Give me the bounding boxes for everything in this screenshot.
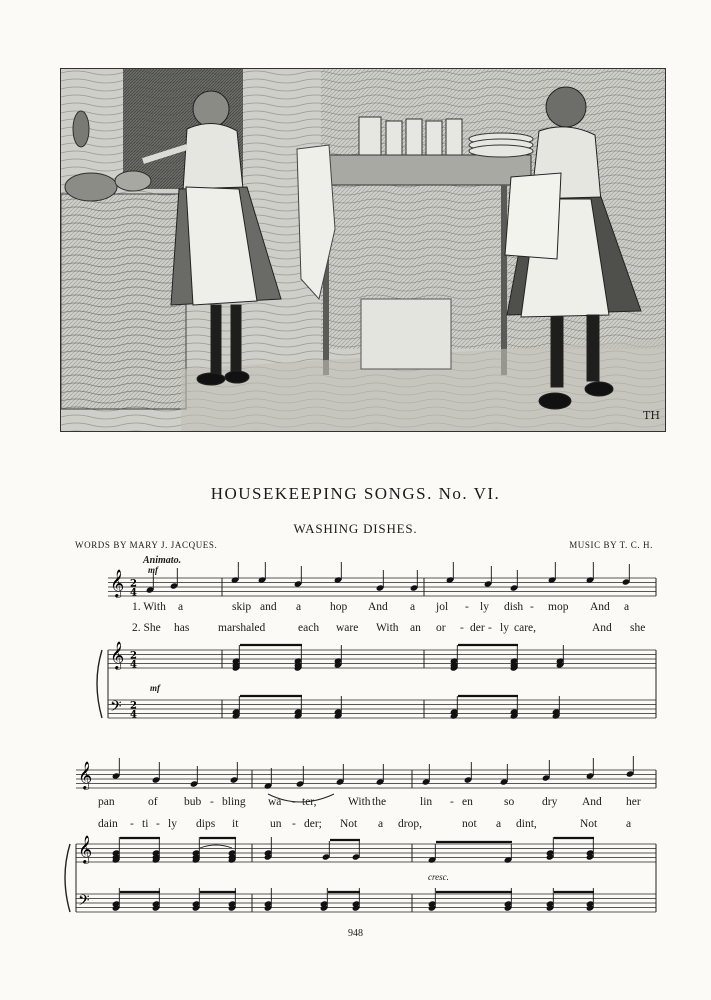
treble-clef-icon: 𝄞 xyxy=(78,761,93,789)
lyric-syllable: bling xyxy=(222,796,246,808)
crescendo-marking: cresc. xyxy=(428,872,449,882)
time-sig-top: 2 xyxy=(130,578,137,590)
lyric-syllable: of xyxy=(148,796,158,808)
notehead xyxy=(546,900,555,907)
lyric-syllable: a xyxy=(624,601,630,613)
notehead xyxy=(626,770,635,777)
tie xyxy=(200,845,232,848)
notehead xyxy=(428,904,437,911)
notehead xyxy=(504,856,513,863)
lyric-syllable: With xyxy=(376,622,399,634)
notehead xyxy=(450,664,459,671)
notehead xyxy=(228,849,237,856)
notehead xyxy=(586,772,595,779)
lyric-syllable: it xyxy=(232,818,239,830)
lyric-syllable: ly xyxy=(500,622,509,634)
notehead xyxy=(152,856,161,863)
notehead xyxy=(264,782,273,789)
lyric-syllable: And xyxy=(590,601,610,613)
lyric-syllable: the xyxy=(372,796,387,808)
notehead xyxy=(510,708,519,715)
notehead xyxy=(450,708,459,715)
notehead xyxy=(192,849,201,856)
notehead xyxy=(192,856,201,863)
notehead xyxy=(334,657,343,664)
lyric-syllable: each xyxy=(298,622,320,634)
lyric-syllable: a xyxy=(178,601,184,613)
notehead xyxy=(112,772,121,779)
notehead xyxy=(264,853,273,860)
notehead xyxy=(334,661,343,668)
bass-clef-icon: 𝄢 xyxy=(78,892,90,913)
notehead xyxy=(152,904,161,911)
lyric-syllable: mop xyxy=(548,601,569,613)
song-title: WASHING DISHES. xyxy=(293,521,418,536)
notehead xyxy=(192,853,201,860)
lyric-syllable: dain xyxy=(98,818,118,830)
lyric-syllable: - xyxy=(292,818,296,830)
lyric-syllable: skip xyxy=(232,601,252,613)
lyric-syllable: der xyxy=(470,622,485,634)
notehead xyxy=(546,853,555,860)
lyric-syllable: 1. With xyxy=(132,601,166,613)
notehead xyxy=(410,584,419,591)
notehead xyxy=(586,853,595,860)
notehead xyxy=(336,778,345,785)
lyric-syllable: 2. She xyxy=(132,622,161,634)
notehead xyxy=(352,900,361,907)
lyric-syllable: - xyxy=(450,796,454,808)
notehead xyxy=(548,576,557,583)
lyric-syllable: or xyxy=(436,622,446,634)
notehead xyxy=(112,853,121,860)
piano-brace xyxy=(65,844,70,912)
lyric-syllable: dips xyxy=(196,818,216,830)
lyric-syllable: der; xyxy=(304,818,322,830)
notehead xyxy=(112,900,121,907)
notehead xyxy=(152,900,161,907)
notehead xyxy=(228,856,237,863)
notehead xyxy=(320,904,329,911)
piano-brace xyxy=(97,650,102,718)
notehead xyxy=(552,708,561,715)
notehead xyxy=(322,853,331,860)
notehead xyxy=(152,849,161,856)
bass-clef-icon: 𝄢 xyxy=(110,698,122,719)
lyric-syllable: she xyxy=(630,622,646,634)
lyric-syllable: - xyxy=(460,622,464,634)
notehead xyxy=(334,576,343,583)
notehead xyxy=(294,664,303,671)
notehead xyxy=(622,578,631,585)
time-sig-bottom: 4 xyxy=(130,709,137,721)
side-table xyxy=(301,155,531,185)
notehead xyxy=(422,778,431,785)
lyric-syllable: ware xyxy=(336,622,359,634)
lyric-syllable: With xyxy=(348,796,371,808)
notehead xyxy=(556,657,565,664)
notehead xyxy=(542,774,551,781)
notehead xyxy=(232,712,241,719)
lyric-syllable: - xyxy=(292,796,296,808)
notehead xyxy=(296,780,305,787)
lyric-syllable: drop, xyxy=(398,818,422,830)
notehead xyxy=(146,586,155,593)
lyric-syllable: - xyxy=(156,818,160,830)
notehead xyxy=(510,584,519,591)
notehead xyxy=(112,856,121,863)
notehead xyxy=(510,712,519,719)
notehead xyxy=(586,904,595,911)
lyric-syllable: ter, xyxy=(302,796,317,808)
lyric-syllable: hop xyxy=(330,601,348,613)
notehead xyxy=(586,849,595,856)
lyric-syllable: a xyxy=(626,818,632,830)
notehead xyxy=(230,776,239,783)
lyric-syllable: a xyxy=(496,818,502,830)
notehead xyxy=(152,853,161,860)
lyric-syllable: an xyxy=(410,622,421,634)
tempo-marking: Animato. xyxy=(143,555,182,566)
lyric-syllable: And xyxy=(592,622,612,634)
notehead xyxy=(500,778,509,785)
dynamic-voice: mf xyxy=(148,565,158,575)
lyric-syllable: wa xyxy=(268,796,282,808)
lyric-syllable: has xyxy=(174,622,190,634)
notehead xyxy=(446,576,455,583)
notehead xyxy=(294,657,303,664)
notehead xyxy=(320,900,329,907)
lyric-syllable: and xyxy=(260,601,277,613)
treble-clef-icon: 𝄞 xyxy=(110,641,125,669)
notehead xyxy=(586,576,595,583)
notehead xyxy=(504,904,513,911)
lyric-syllable: dry xyxy=(542,796,558,808)
music-credit: MUSIC BY T. C. H. xyxy=(569,540,653,550)
notehead xyxy=(112,849,121,856)
lyric-syllable: - xyxy=(130,818,134,830)
notehead xyxy=(232,661,241,668)
notehead xyxy=(231,576,240,583)
lyric-syllable: dish xyxy=(504,601,524,613)
notehead xyxy=(264,900,273,907)
notehead xyxy=(264,849,273,856)
notehead xyxy=(232,664,241,671)
lyric-syllable: ly xyxy=(480,601,489,613)
notehead xyxy=(586,900,595,907)
time-sig-top: 2 xyxy=(130,700,137,712)
notehead xyxy=(294,580,303,587)
notehead xyxy=(192,904,201,911)
notehead xyxy=(152,776,161,783)
lyric-syllable: Not xyxy=(340,818,358,830)
notehead xyxy=(546,849,555,856)
lyric-syllable: pan xyxy=(98,796,115,808)
lyric-syllable: - xyxy=(530,601,534,613)
notehead xyxy=(450,657,459,664)
notehead xyxy=(352,904,361,911)
notehead xyxy=(294,708,303,715)
notehead xyxy=(192,900,201,907)
notehead xyxy=(334,712,343,719)
lyric-syllable: en xyxy=(462,796,473,808)
notehead xyxy=(228,900,237,907)
lyric-syllable: jol xyxy=(436,601,449,613)
lyric-syllable: dint, xyxy=(516,818,537,830)
time-sig-bottom: 4 xyxy=(130,659,137,671)
time-sig-bottom: 4 xyxy=(130,587,137,599)
notehead xyxy=(450,661,459,668)
lyric-syllable: And xyxy=(368,601,388,613)
treble-clef-icon: 𝄞 xyxy=(110,569,125,597)
lyric-syllable: a xyxy=(296,601,302,613)
lyric-syllable: - xyxy=(488,622,492,634)
dynamic-piano: mf xyxy=(150,683,160,693)
notehead xyxy=(546,904,555,911)
notehead xyxy=(510,661,519,668)
lyric-syllable: Not xyxy=(580,818,598,830)
notehead xyxy=(112,904,121,911)
notehead xyxy=(294,712,303,719)
treble-clef-icon: 𝄞 xyxy=(78,835,93,863)
notehead xyxy=(428,900,437,907)
lyric-syllable: - xyxy=(210,796,214,808)
notehead xyxy=(228,853,237,860)
lyric-syllable: lin xyxy=(420,796,433,808)
notehead xyxy=(352,853,361,860)
notehead xyxy=(484,580,493,587)
notehead xyxy=(428,856,437,863)
notehead xyxy=(510,657,519,664)
time-sig-top: 2 xyxy=(130,650,137,662)
notehead xyxy=(170,582,179,589)
notehead xyxy=(258,576,267,583)
illustration-monogram: TH xyxy=(643,409,660,422)
notehead xyxy=(504,900,513,907)
lyric-syllable: - xyxy=(465,601,469,613)
lyric-syllable: marshaled xyxy=(218,622,266,634)
lyric-syllable: care, xyxy=(514,622,537,634)
notehead xyxy=(264,904,273,911)
lyric-syllable: so xyxy=(504,796,515,808)
lyric-syllable: un xyxy=(270,818,282,830)
notehead xyxy=(376,778,385,785)
lyric-syllable: bub xyxy=(184,796,202,808)
illustration-two-girls-washing-dishes xyxy=(60,68,666,432)
words-credit: WORDS BY MARY J. JACQUES. xyxy=(75,540,218,550)
lyric-syllable: a xyxy=(378,818,384,830)
notehead xyxy=(464,776,473,783)
lyric-syllable: not xyxy=(462,818,477,830)
notehead xyxy=(552,712,561,719)
lyric-syllable: And xyxy=(582,796,602,808)
lyric-syllable: a xyxy=(410,601,416,613)
notehead xyxy=(294,661,303,668)
notehead xyxy=(450,712,459,719)
lyric-syllable: ti xyxy=(142,818,149,830)
page-number: 948 xyxy=(348,928,363,939)
notehead xyxy=(228,904,237,911)
notehead xyxy=(376,584,385,591)
notehead xyxy=(232,708,241,715)
notehead xyxy=(510,664,519,671)
lyric-syllable: her xyxy=(626,796,641,808)
notehead xyxy=(232,657,241,664)
notehead xyxy=(556,661,565,668)
lyric-syllable: ly xyxy=(168,818,177,830)
notehead xyxy=(334,708,343,715)
page-title: HOUSEKEEPING SONGS. No. VI. xyxy=(210,484,501,503)
notehead xyxy=(190,780,199,787)
